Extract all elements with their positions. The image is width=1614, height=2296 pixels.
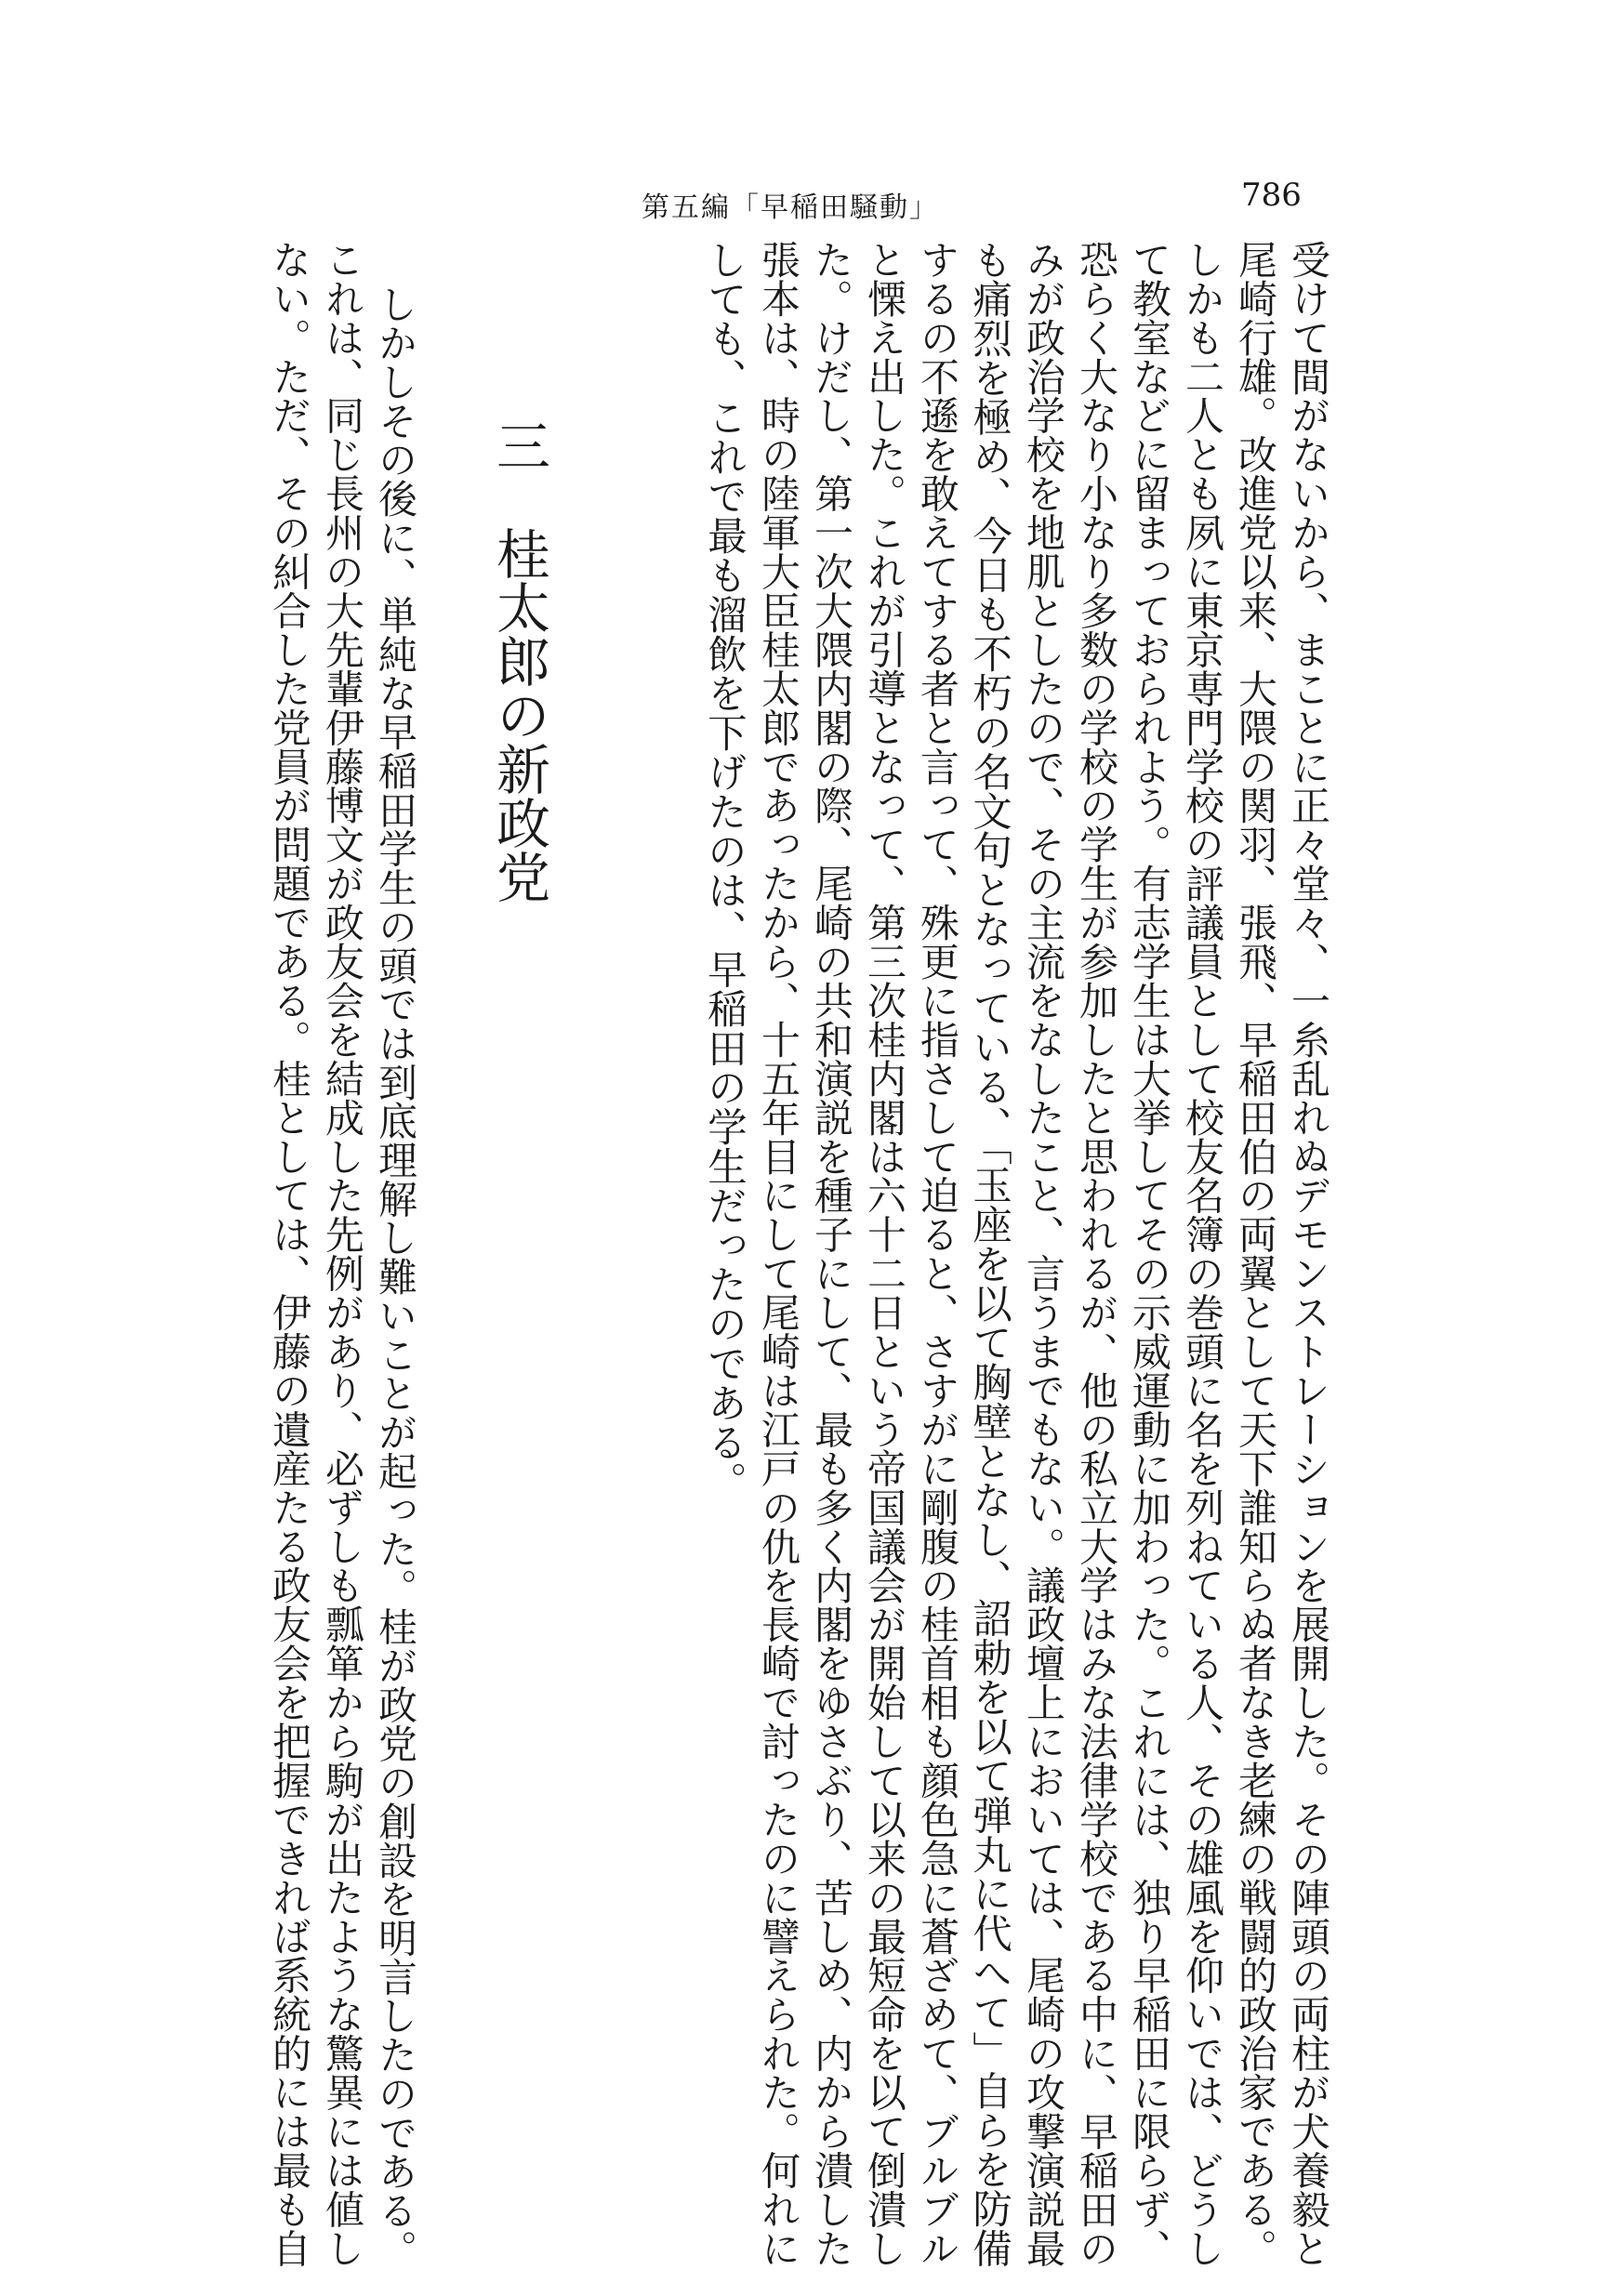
text-column: 受けて間がないから、まことに正々堂々、一糸乱れぬデモンストレーションを展開した。その陣頭の両柱が犬養毅と (1285, 240, 1330, 2268)
text-column: 張本は、時の陸軍大臣桂太郎であったから、十五年目にして尾崎は江戸の仇を長崎で討ったのに譬えられた。何れに (755, 240, 800, 2268)
text-column: 恐らく大なり小なり多数の学校の学生が参加したと思われるが、他の私立大学はみな法律学校である中に、早稲田の (1073, 240, 1118, 2268)
section-number: 三 (487, 418, 550, 472)
text-column: 尾崎行雄。改進党以来、大隈の関羽、張飛、早稲田伯の両翼として天下誰知らぬ者なき老練の戦闘的政治家である。 (1232, 240, 1277, 2268)
running-head: 第五編「早稲田騒動」 (642, 191, 939, 224)
text-column: も痛烈を極め、今日も不朽の名文句となっている、「玉座を以て胸壁となし、詔勅を以て弾丸に代へて」自らを防備 (967, 240, 1012, 2268)
page-number: 786 (1241, 177, 1302, 214)
section-title: 桂太郎の新政党 (487, 526, 550, 904)
section-heading (489, 418, 549, 904)
text-column: しかしその後に、単純な早稲田学生の頭では到底理解し難いことが起った。桂が政党の創設を明言したのである。 (372, 284, 417, 2269)
text-column: みが政治学校を地肌としたので、その主流をなしたこと、言うまでもない。議政壇上においては、尾崎の攻撃演説最 (1020, 240, 1065, 2268)
text-column: しても、これで最も溜飲を下げたのは、早稲田の学生だったのである。 (702, 240, 747, 1501)
text-column: た。けだし、第一次大隈内閣の際、尾崎の共和演説を種子にして、最も多く内閣をゆさぶり、苦しめ、内から潰した (808, 240, 853, 2268)
heading-gap (487, 472, 550, 526)
text-column: と慄え出した。これが引導となって、第三次桂内閣は六十二日という帝国議会が開始して以来の最短命を以て倒潰し (861, 240, 906, 2268)
text-column: するの不遜を敢えてする者と言って、殊更に指さして迫ると、さすがに剛腹の桂首相も顔色急に蒼ざめて、ブルブル (914, 240, 959, 2268)
text-column: て教室などに留まっておられよう。有志学生は大挙してその示威運動に加わった。これには、独り早稲田に限らず、 (1126, 240, 1171, 2268)
text-column: しかも二人とも夙に東京専門学校の評議員として校友名簿の巻頭に名を列ねている人、その雄風を仰いでは、どうし (1179, 240, 1224, 2268)
text-column: ない。ただ、その糾合した党員が問題である。桂としては、伊藤の遺産たる政友会を把握できれば系統的には最も自 (266, 240, 311, 2268)
text-column: これは、同じ長州の大先輩伊藤博文が政友会を結成した先例があり、必ずしも瓢箪から駒が出たような驚異には値し (319, 240, 364, 2268)
